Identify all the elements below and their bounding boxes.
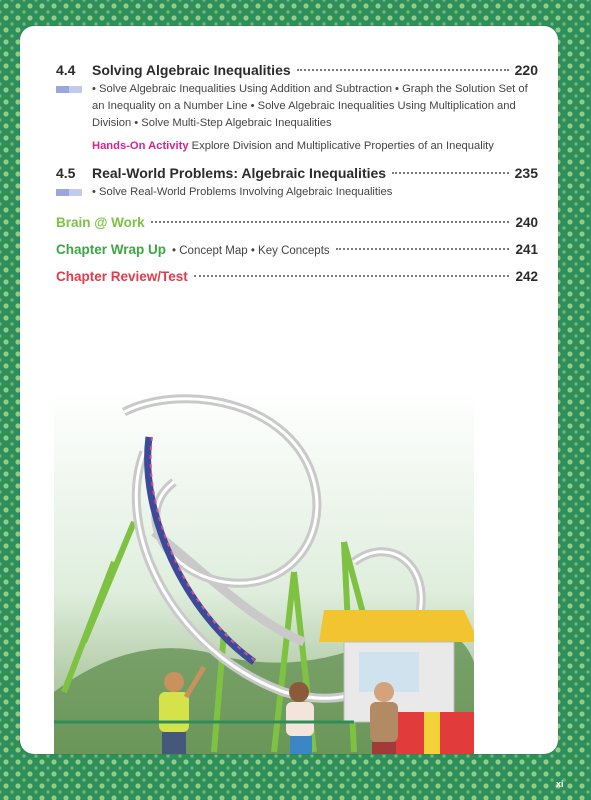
table-of-contents [56, 62, 538, 284]
hands-on-activity-label: Hands-On Activity [92, 140, 189, 153]
section-title: Solving Algebraic Inequalities [92, 62, 291, 78]
dot-leader [336, 248, 510, 250]
section-number: 4.5 [56, 165, 76, 182]
toc-section-4-4[interactable] [56, 62, 538, 155]
section-page-number: 220 [514, 62, 538, 78]
dot-leader [297, 69, 509, 71]
chapter-review-label: Chapter Review/Test [56, 268, 188, 284]
section-number: 4.4 [56, 62, 76, 78]
page-folio: xi [556, 779, 564, 789]
chapter-wrap-up-page: 241 [515, 241, 538, 257]
section-marker-icon [56, 86, 82, 93]
toc-section-4-5[interactable] [56, 165, 538, 201]
section-page-number: 235 [514, 165, 538, 182]
dot-leader [392, 172, 509, 174]
section-marker-icon [56, 189, 82, 196]
section-objectives: • Solve Algebraic Inequalities Using Addition and Subtraction • Graph the Solution Set of an Inequality on a Number Line • Solve Algebraic Inequalities Using Multiplication and Division • Solve Multi-Step Algebraic Inequalities [92, 83, 528, 129]
toc-chapter-wrap-up[interactable] [56, 242, 538, 257]
dot-leader [151, 221, 510, 223]
roller-coaster-illustration [54, 392, 474, 754]
section-objectives: • Solve Real-World Problems Involving Algebraic Inequalities [92, 186, 393, 199]
dot-leader [194, 275, 510, 277]
chapter-review-page: 242 [515, 268, 538, 284]
brain-at-work-page: 240 [515, 214, 538, 230]
section-title: Real-World Problems: Algebraic Inequalities [92, 165, 387, 182]
hands-on-activity-text: Explore Division and Multiplicative Properties of an Inequality [191, 140, 494, 153]
toc-chapter-review[interactable] [56, 269, 538, 284]
chapter-wrap-up-items: • Concept Map • Key Concepts [172, 244, 330, 257]
hands-on-activity [92, 138, 538, 155]
boy-right [370, 682, 398, 754]
chapter-wrap-up-label: Chapter Wrap Up [56, 241, 167, 257]
brain-at-work-label: Brain @ Work [56, 214, 145, 230]
page-card [20, 26, 558, 754]
toc-brain-at-work[interactable] [56, 215, 538, 230]
